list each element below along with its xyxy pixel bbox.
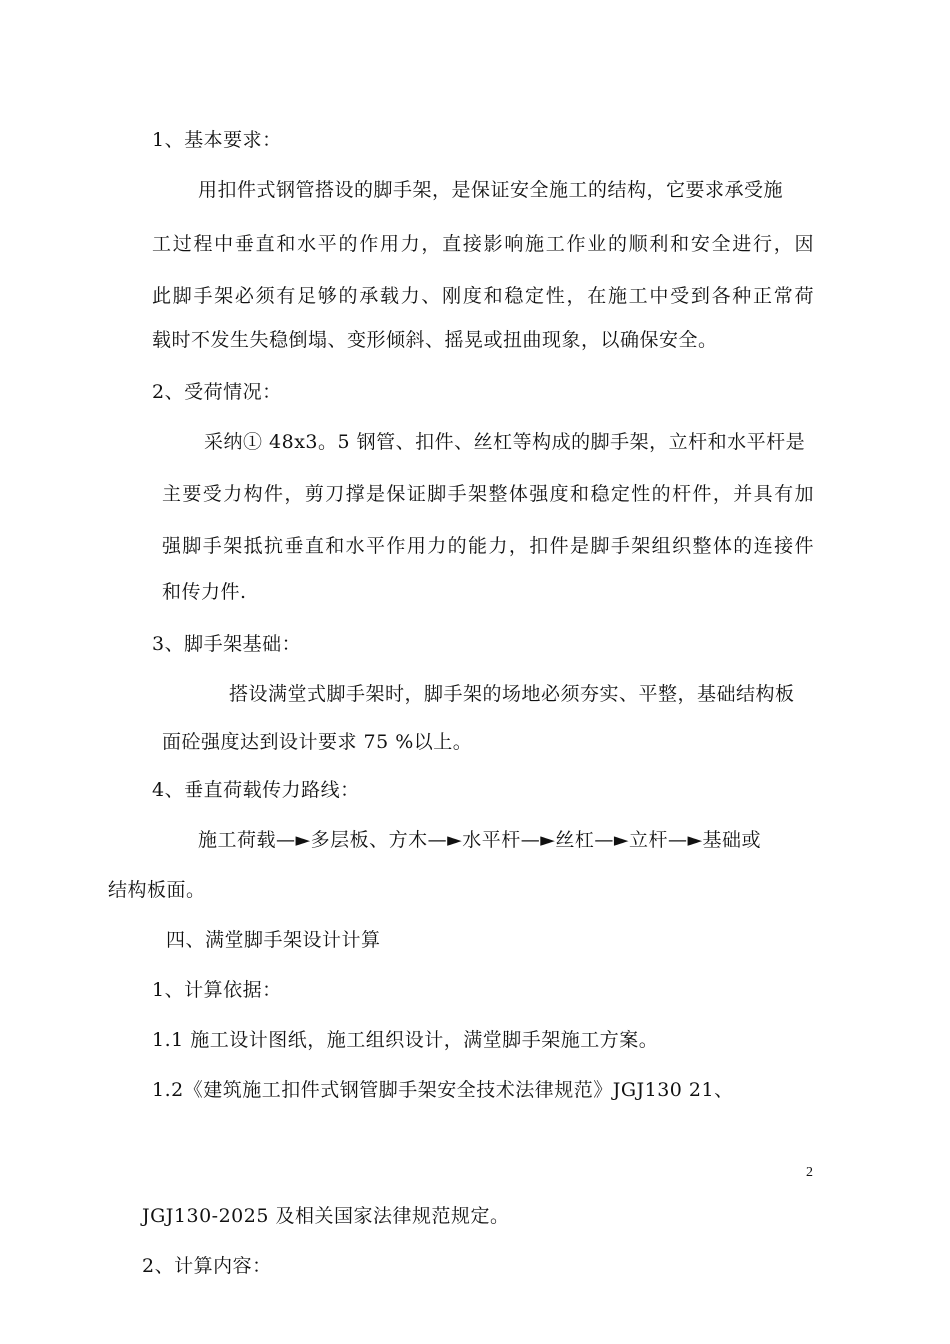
calc-section-2-heading: 2、计算内容： <box>142 1255 272 1277</box>
section-2-heading: 2、受荷情况： <box>152 381 282 403</box>
section-3-paragraph-line-2: 面砼强度达到设计要求 75 %以上。 <box>162 731 473 753</box>
section-4-paragraph-line-1: 施工荷载—►多层板、方木—►水平杆—►丝杠—►立杆—►基础或 <box>198 829 762 851</box>
section-3-paragraph-line-1: 搭设满堂式脚手架时，脚手架的场地必须夯实、平整，基础结构板 <box>229 683 795 705</box>
section-4-paragraph-line-2: 结构板面。 <box>108 879 206 901</box>
section-1-paragraph-line-4: 载时不发生失稳倒塌、变形倾斜、摇晃或扭曲现象，以确保安全。 <box>152 329 718 351</box>
section-1-paragraph-line-1: 用扣件式钢管搭设的脚手架，是保证安全施工的结构，它要求承受施 <box>198 179 784 201</box>
calc-basis-item-1-2: 1.2《建筑施工扣件式钢管脚手架安全技术法律规范》JGJ130 21、 <box>152 1079 734 1101</box>
section-2-paragraph-line-1: 采纳① 48x3。5 钢管、扣件、丝杠等构成的脚手架，立杆和水平杆是 <box>204 431 806 453</box>
section-1-paragraph-line-2: 工过程中垂直和水平的作用力，直接影响施工作业的顺利和安全进行，因 <box>152 233 814 255</box>
calc-basis-item-1-1: 1.1 施工设计图纸，施工组织设计，满堂脚手架施工方案。 <box>152 1029 659 1051</box>
section-4-heading: 4、垂直荷载传力路线： <box>152 779 360 801</box>
section-2-paragraph-line-4: 和传力件. <box>162 581 247 603</box>
calc-section-1-heading: 1、计算依据： <box>152 979 282 1001</box>
calc-basis-item-1-2-continued: JGJ130-2025 及相关国家法律规范规定。 <box>142 1205 510 1227</box>
section-3-heading: 3、脚手架基础： <box>152 633 302 655</box>
section-2-paragraph-line-2: 主要受力构件，剪刀撑是保证脚手架整体强度和稳定性的杆件，并具有加 <box>162 483 814 505</box>
section-2-paragraph-line-3: 强脚手架抵抗垂直和水平作用力的能力，扣件是脚手架组织整体的连接件 <box>162 535 814 557</box>
section-1-heading: 1、基本要求： <box>152 129 282 151</box>
page-number: 2 <box>806 1165 813 1180</box>
section-1-paragraph-line-3: 此脚手架必须有足够的承载力、刚度和稳定性，在施工中受到各种正常荷 <box>152 285 814 307</box>
chapter-4-heading: 四、满堂脚手架设计计算 <box>166 929 381 951</box>
